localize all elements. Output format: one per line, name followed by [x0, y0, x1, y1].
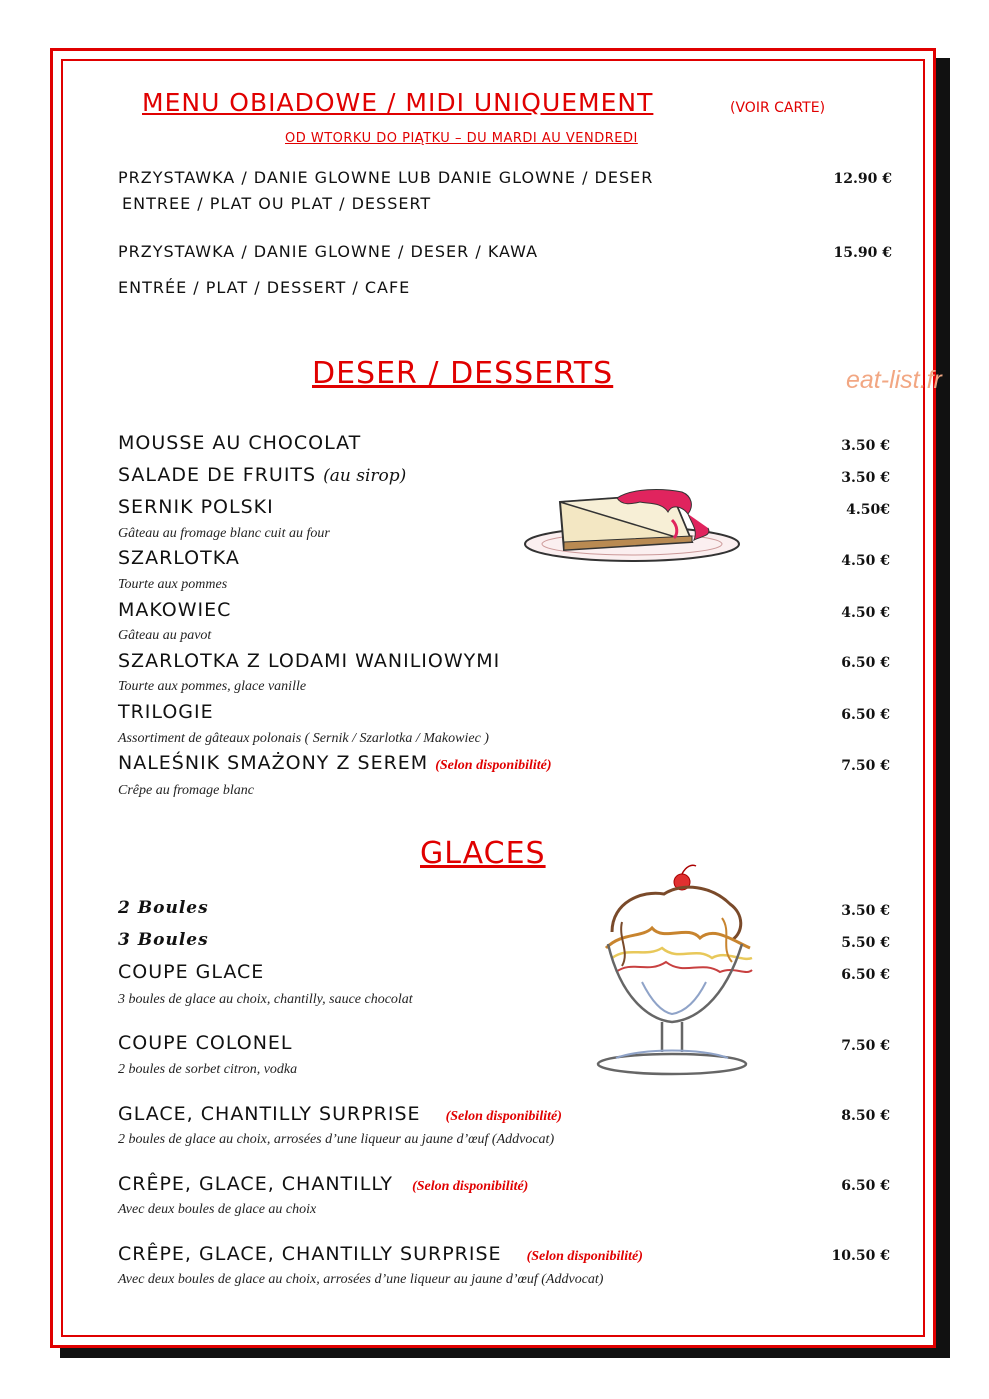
- glace-name: [118, 1103, 562, 1125]
- glace-name-text: GLACE, CHANTILLY SURPRISE: [118, 1103, 421, 1125]
- glace-name: COUPE GLACE: [118, 961, 265, 983]
- dessert-price: 4.50 €: [841, 553, 890, 569]
- dessert-name: SZARLOTKA: [118, 547, 240, 569]
- lunch-note: (VOIR CARTE): [730, 100, 826, 116]
- glace-price: 6.50 €: [841, 1178, 890, 1194]
- glace-price: 5.50 €: [841, 935, 890, 951]
- glace-name: 3 Boules: [118, 930, 209, 950]
- glace-desc: 2 boules de sorbet citron, vodka: [118, 1062, 298, 1077]
- glace-price: 3.50 €: [841, 903, 890, 919]
- glace-name: [118, 1173, 528, 1195]
- desserts-title: DESER / DESSERTS: [312, 356, 614, 391]
- formula-2-fr: ENTRÉE / PLAT / DESSERT / CAFE: [118, 278, 411, 297]
- glace-name-text: CRÊPE, GLACE, CHANTILLY SURPRISE: [118, 1243, 502, 1265]
- dessert-price: 4.50 €: [841, 605, 890, 621]
- ice-cream-sundae-icon: [592, 862, 758, 1084]
- glace-name: 2 Boules: [118, 898, 209, 918]
- dessert-desc: Gâteau au fromage blanc cuit au four: [118, 526, 330, 541]
- dessert-name: MOUSSE AU CHOCOLAT: [118, 432, 362, 454]
- dessert-name: [118, 752, 552, 774]
- dessert-price: 7.50 €: [841, 758, 890, 774]
- formula-1-pl: PRZYSTAWKA / DANIE GLOWNE LUB DANIE GLOWNE / DESER: [118, 168, 654, 187]
- formula-2-pl: PRZYSTAWKA / DANIE GLOWNE / DESER / KAWA: [118, 242, 539, 261]
- dessert-name: MAKOWIEC: [118, 599, 232, 621]
- glace-desc: 2 boules de glace au choix, arrosées d’une liqueur au jaune d’œuf (Addvocat): [118, 1132, 555, 1147]
- glace-desc: Avec deux boules de glace au choix: [118, 1202, 317, 1217]
- formula-1-fr: ENTREE / PLAT OU PLAT / DESSERT: [122, 194, 432, 213]
- glace-desc: 3 boules de glace au choix, chantilly, sauce chocolat: [118, 992, 413, 1007]
- dessert-price: 3.50 €: [841, 438, 890, 454]
- glaces-title: GLACES: [420, 836, 546, 871]
- dessert-name-extra: (au sirop): [323, 466, 407, 486]
- formula-2-price: 15.90 €: [833, 245, 892, 261]
- glace-name: COUPE COLONEL: [118, 1032, 293, 1054]
- dessert-price: 6.50 €: [841, 707, 890, 723]
- availability-note: (Selon disponibilité): [412, 1179, 529, 1194]
- dessert-desc: Crêpe au fromage blanc: [118, 783, 254, 798]
- dessert-price: 3.50 €: [841, 470, 890, 486]
- dessert-name: SZARLOTKA Z LODAMI WANILIOWYMI: [118, 650, 501, 672]
- dessert-name: [118, 464, 406, 486]
- glace-name: [118, 1243, 643, 1265]
- availability-note: (Selon disponibilité): [445, 1109, 562, 1124]
- dessert-desc: Gâteau au pavot: [118, 628, 212, 643]
- dessert-name: SERNIK POLSKI: [118, 496, 274, 518]
- dessert-desc: Tourte aux pommes, glace vanille: [118, 679, 307, 694]
- availability-note: (Selon disponibilité): [435, 758, 552, 773]
- watermark: eat-list.fr: [846, 366, 942, 394]
- dessert-price: 4.50€: [846, 502, 890, 518]
- formula-1-price: 12.90 €: [833, 171, 892, 187]
- glace-price: 7.50 €: [841, 1038, 890, 1054]
- dessert-desc: Tourte aux pommes: [118, 577, 228, 592]
- glace-desc: Avec deux boules de glace au choix, arrosées d’une liqueur au jaune d’œuf (Addvocat): [118, 1272, 604, 1287]
- glace-price: 10.50 €: [831, 1248, 890, 1264]
- dessert-price: 6.50 €: [841, 655, 890, 671]
- lunch-title: MENU OBIADOWE / MIDI UNIQUEMENT: [142, 88, 654, 117]
- dessert-name: TRILOGIE: [118, 701, 214, 723]
- availability-note: (Selon disponibilité): [526, 1249, 643, 1264]
- cheesecake-icon: [522, 484, 744, 566]
- glace-name-text: CRÊPE, GLACE, CHANTILLY: [118, 1173, 394, 1195]
- dessert-name-text: NALEŚNIK SMAŻONY Z SEREM: [118, 752, 429, 774]
- dessert-desc: Assortiment de gâteaux polonais ( Sernik / Szarlotka / Makowiec ): [118, 731, 489, 746]
- dessert-name-text: SALADE DE FRUITS: [118, 464, 317, 486]
- glace-price: 8.50 €: [841, 1108, 890, 1124]
- glace-price: 6.50 €: [841, 967, 890, 983]
- lunch-subtitle: OD WTORKU DO PIĄTKU – DU MARDI AU VENDREDI: [285, 131, 638, 146]
